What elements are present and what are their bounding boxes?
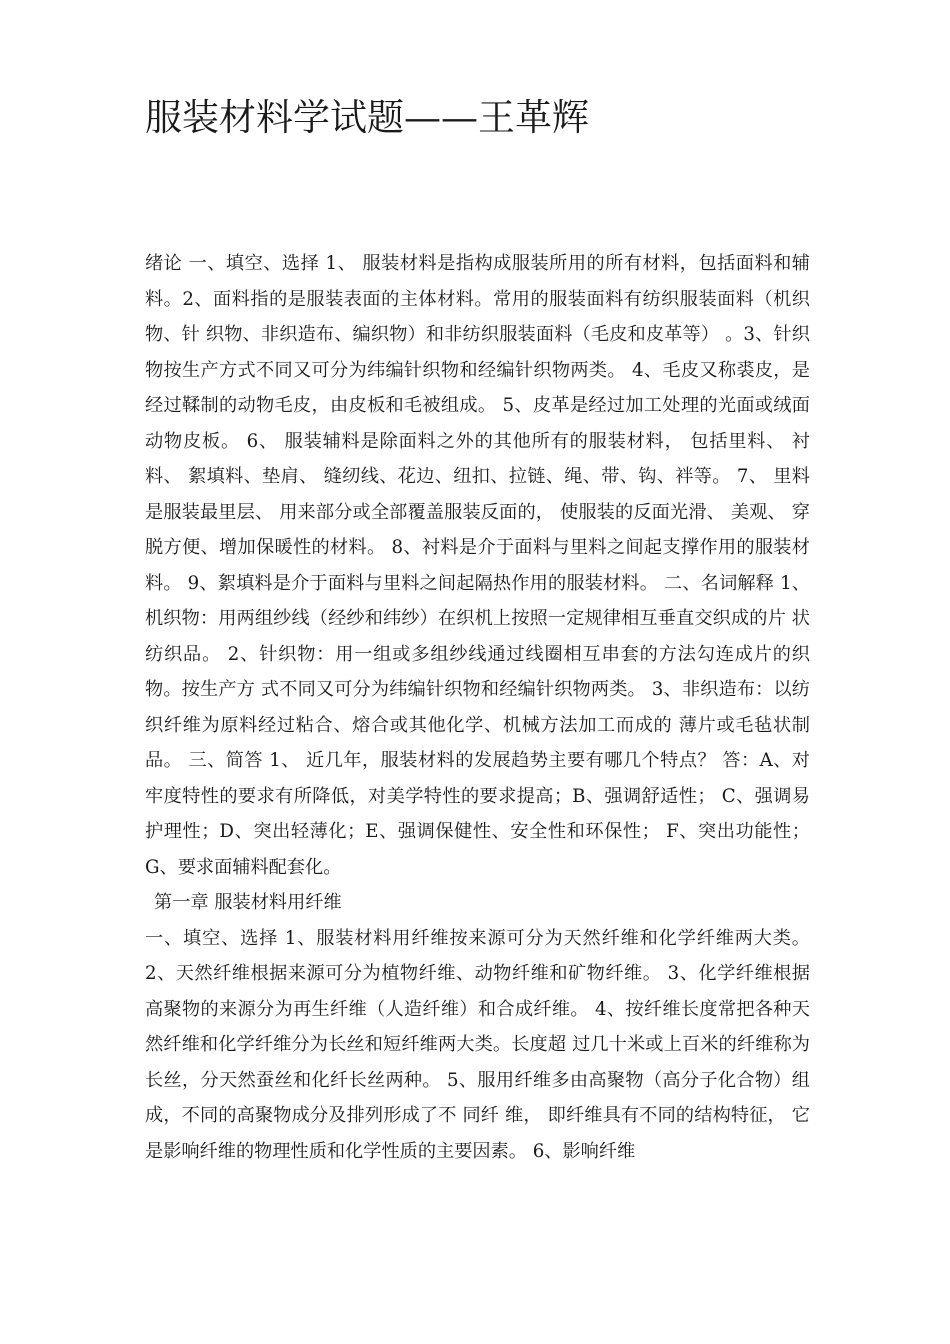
intro-paragraph: 绪论 一、填空、选择 1、 服装材料是指构成服装所用的所有材料，包括面料和辅料。2、面料指的是服装表面的主体材料。常用的服装面料有纺织服装面料（机织物、针 织物、非织造布、编织物）和非纺织服装面料（毛皮和皮革等） 。3、针织物按生产方式不同又可分为纬编针织物和经编针织物两类。 4、毛皮又称裘皮，是经过鞣制的动物毛皮，由皮板和毛被组成。 5、皮革是经过加工处理的光面或绒面动物皮板。 6、 服装辅料是除面料之外的其他所有的服装材料， 包括里料、 衬料、 絮填料、垫肩、 缝纫线、花边、纽扣、拉链、绳、带、钩、袢等。 7、 里料是服装最里层、 用来部分或全部覆盖服装反面的， 使服装的反面光滑、 美观、 穿脱方便、增加保暖性的材料。 8、衬料是介于面料与里料之间起支撑作用的服装材料。 9、絮填料是介于面料与里料之间起隔热作用的服装材料。 二、名词解释 1、机织物：用两组纱线（经纱和纬纱）在织机上按照一定规律相互垂直交织成的片 状纺织品。 2、针织物：用一组或多组纱线通过线圈相互串套的方法勾连成片的织物。按生产方 式不同又可分为纬编针织物和经编针织物两类。 3、非织造布：以纺织纤维为原料经过粘合、熔合或其他化学、机械方法加工而成的 薄片或毛毡状制品。 三、简答 1、 近几年，服装材料的发展趋势主要有哪几个特点？ 答：A、对牢度特性的要求有所降低，对美学特性的要求提高；B、强调舒适性； C、强调易护理性；D、突出轻薄化；E、强调保健性、安全性和环保性； F、突出功能性；G、要求面辅料配套化。 [145, 253, 810, 878]
document-body [145, 246, 810, 1169]
document-title: 服装材料学试题——王革辉 [145, 96, 589, 139]
chapter-paragraph: 一、填空、选择 1、服装材料用纤维按来源可分为天然纤维和化学纤维两大类。2、天然纤维根据来源可分为植物纤维、动物纤维和矿物纤维。 3、化学纤维根据高聚物的来源分为再生纤维（人造纤维）和合成纤维。 4、按纤维长度常把各种天然纤维和化学纤维分为长丝和短纤维两大类。长度超 过几十米或上百米的纤维称为长丝，分天然蚕丝和化纤长丝两种。 5、服用纤维多由高聚物（高分子化合物）组成，不同的高聚物成分及排列形成了不 同纤 维， 即纤维具有不同的结构特征， 它是影响纤维的物理性质和化学性质的主要因素。 6、影响纤维 [145, 927, 810, 1162]
chapter-heading: 第一章 服装材料用纤维 [154, 892, 342, 913]
